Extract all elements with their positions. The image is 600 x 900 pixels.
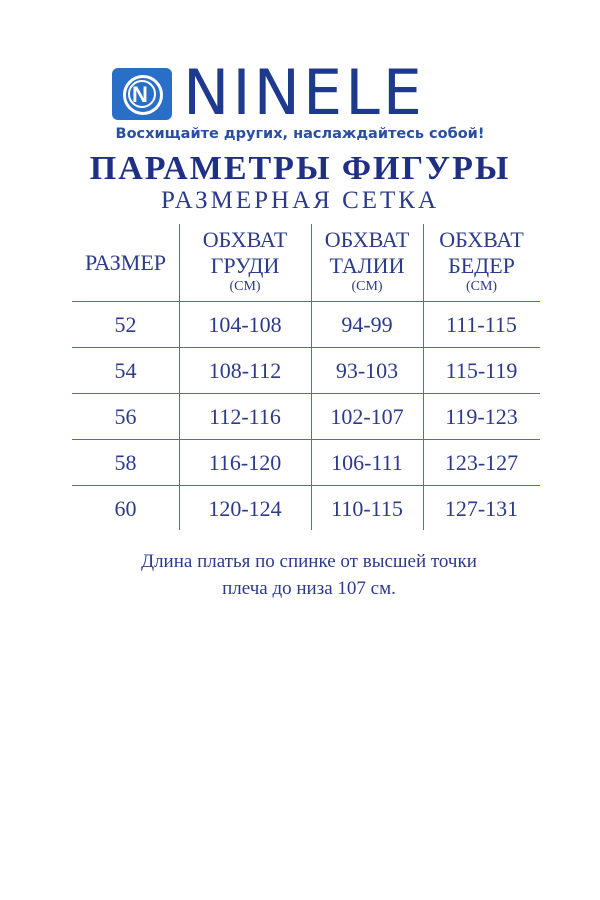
hips-cell: 115-119 xyxy=(445,358,518,383)
dress-length-note xyxy=(0,548,600,602)
size-cell: 56 xyxy=(114,404,137,429)
hips-cell: 119-123 xyxy=(445,404,518,429)
brand-logo-icon: N xyxy=(112,68,172,120)
header-chest: ОБХВАТ ГРУДИ (СМ) xyxy=(202,227,288,294)
chest-cell: 108-112 xyxy=(208,358,282,383)
chest-cell: 112-116 xyxy=(209,404,281,429)
header-hips: ОБХВАТ БЕДЕР (СМ) xyxy=(439,227,524,294)
waist-cell: 102-107 xyxy=(330,404,404,429)
chest-cell: 116-120 xyxy=(208,450,282,475)
size-cell: 52 xyxy=(114,312,137,337)
note-line: Длина платья по спинке от высшей точки xyxy=(141,551,477,572)
chest-cell: 104-108 xyxy=(208,312,282,337)
size-cell: 54 xyxy=(114,358,137,383)
hips-cell: 111-115 xyxy=(446,312,517,337)
waist-cell: 94-99 xyxy=(341,312,393,337)
hips-cell: 127-131 xyxy=(444,496,519,521)
page-subtitle: РАЗМЕРНАЯ СЕТКА xyxy=(160,187,440,214)
size-cell: 60 xyxy=(114,496,137,521)
note-line: плеча до низа 107 см. xyxy=(222,578,396,599)
brand-name: NINELE xyxy=(183,56,425,129)
header-waist: ОБХВАТ ТАЛИИ (СМ) xyxy=(324,227,410,294)
header-size: РАЗМЕР xyxy=(84,250,167,275)
chest-cell: 120-124 xyxy=(208,496,282,521)
waist-cell: 110-115 xyxy=(331,496,403,521)
size-cell: 58 xyxy=(114,450,137,475)
waist-cell: 106-111 xyxy=(331,450,403,475)
brand-tagline: Восхищайте других, наслаждайтесь собой! xyxy=(115,126,485,142)
hips-cell: 123-127 xyxy=(444,450,519,475)
waist-cell: 93-103 xyxy=(335,358,399,383)
size-table xyxy=(72,224,540,534)
brand-header xyxy=(0,56,600,150)
page-title: ПАРАМЕТРЫ ФИГУРЫ xyxy=(89,150,511,187)
